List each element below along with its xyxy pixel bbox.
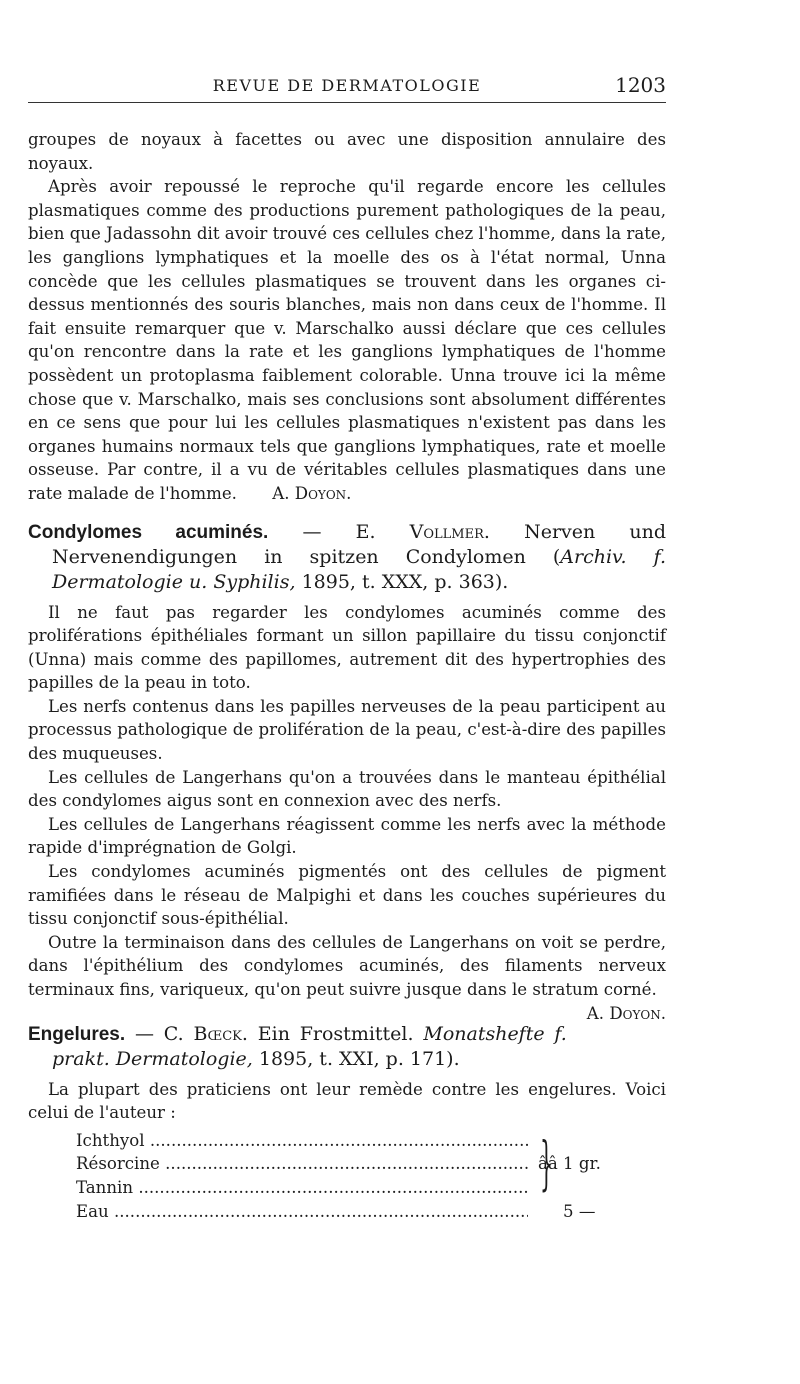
paragraph-text: Après avoir repoussé le reproche qu'il regarde encore les cellules plasmatiques comme des productions purement pathologiques de la peau, bien que Jadassohn dit avoir trouvé ces cellules chez l'homme, dans la rate, les ganglions lymphatiques et la moelle des os à l'état normal, Unna concède que les cellules plasmatiques se trouvent dans les organes ci-dessus mentionnés des souris blanches, mais non dans ceux de l'homme. Il fait ensuite remarquer que v. Marschalko aussi déclare que ces cellules qu'on rencontre dans la rate et les ganglions lymphatiques de l'homme possèdent un protoplasma faiblement colorable. Unna trouve ici la même chose que v. Marschalko, mais ses conclusions sont absolument différentes en ce sens que pour lui les cellules plasmatiques n'existent pas dans les organes humains normaux tels que ganglions lymphatiques, rate et moelle osseuse. Par contre, il a vu de véritables cellules plasmatiques dans une rate malade de l'homme. bbox=[28, 177, 666, 503]
journal-name: Monatshefte f. prakt. Dermatologie, bbox=[52, 1022, 567, 1070]
article-citation: 1895, t. XXI, p. 171). bbox=[258, 1047, 460, 1070]
paragraph: groupes de noyaux à facettes ou avec une disposition annulaire des noyaux. bbox=[28, 130, 666, 173]
ingredient: Tannin ..... bbox=[76, 1176, 528, 1200]
signature: A. Doyon. bbox=[586, 1003, 666, 1023]
author-dash: — C. bbox=[134, 1022, 184, 1045]
article-author: Bœck. bbox=[193, 1022, 248, 1045]
author-dash: — E. bbox=[302, 520, 376, 543]
article-author: Vollmer. bbox=[409, 520, 490, 543]
article-reference: Ein Frostmittel. bbox=[257, 1022, 414, 1045]
paragraph bbox=[28, 175, 666, 505]
journal-name: Archiv. f. Dermatologie u. Syphilis, bbox=[52, 545, 666, 593]
article-heading-engelures bbox=[28, 1022, 666, 1072]
ingredient: Résorcine ..... bbox=[76, 1152, 528, 1176]
page-body bbox=[28, 128, 666, 1223]
brace-icon: } bbox=[539, 1128, 553, 1197]
paragraph: Les cellules de Langerhans réagissent comme les nerfs avec la méthode rapide d'imprégnation de Golgi. bbox=[28, 814, 666, 858]
paragraph: Il ne faut pas regarder les condylomes acuminés comme des proliférations épithéliales formant un sillon papillaire du tissu conjonctif (Unna) mais comme des papillomes, autrement dit des hypertrophies des papilles de la peau in toto. bbox=[28, 602, 666, 693]
journal-title: REVUE DE DERMATOLOGIE bbox=[212, 76, 482, 95]
shared-dose: ââ 1 gr. bbox=[538, 1154, 601, 1174]
paragraph: La plupart des praticiens ont leur remède contre les engelures. Voici celui de l'auteur : bbox=[28, 1079, 666, 1123]
paragraph: Les nerfs contenus dans les papilles nerveuses de la peau participent au processus pathologique de prolifération de la peau, c'est-à-dire des papilles des muqueuses. bbox=[28, 696, 666, 764]
page-number: 1203 bbox=[615, 73, 666, 97]
paragraph: Les cellules de Langerhans qu'on a trouvées dans le manteau épithélial des condylomes aigus sont en connexion avec des nerfs. bbox=[28, 767, 666, 811]
prescription-line bbox=[28, 1129, 666, 1153]
article-title: Engelures. bbox=[28, 1023, 126, 1045]
ingredient: Eau ..... bbox=[76, 1200, 528, 1224]
water-dose: 5 — bbox=[563, 1201, 596, 1221]
running-header bbox=[28, 72, 666, 103]
prescription bbox=[28, 1129, 666, 1223]
article-title: Condylomes acuminés. bbox=[28, 521, 269, 543]
article-citation: 1895, t. XXX, p. 363). bbox=[301, 570, 509, 593]
prescription-line bbox=[28, 1176, 666, 1200]
paragraph-text: Outre la terminaison dans des cellules de Langerhans on voit se perdre, dans l'épithélium des condylomes acuminés, des filaments nerveux terminaux fins, variqueux, qu'on peut suivre jusque dans le stratum corné. bbox=[28, 932, 666, 999]
paragraph bbox=[28, 931, 666, 1023]
signature: A. Doyon. bbox=[272, 483, 352, 503]
ingredient: Ichthyol ..... bbox=[76, 1129, 528, 1153]
paragraph: Les condylomes acuminés pigmentés ont des cellules de pigment ramifiées dans le réseau de Malpighi et dans les couches supérieures du tissu conjonctif sous-épithélial. bbox=[28, 862, 666, 929]
article-heading-condylomes bbox=[28, 520, 666, 595]
article-reference: Nerven und Nervenendigungen in spitzen Condylomen ( bbox=[52, 520, 667, 568]
